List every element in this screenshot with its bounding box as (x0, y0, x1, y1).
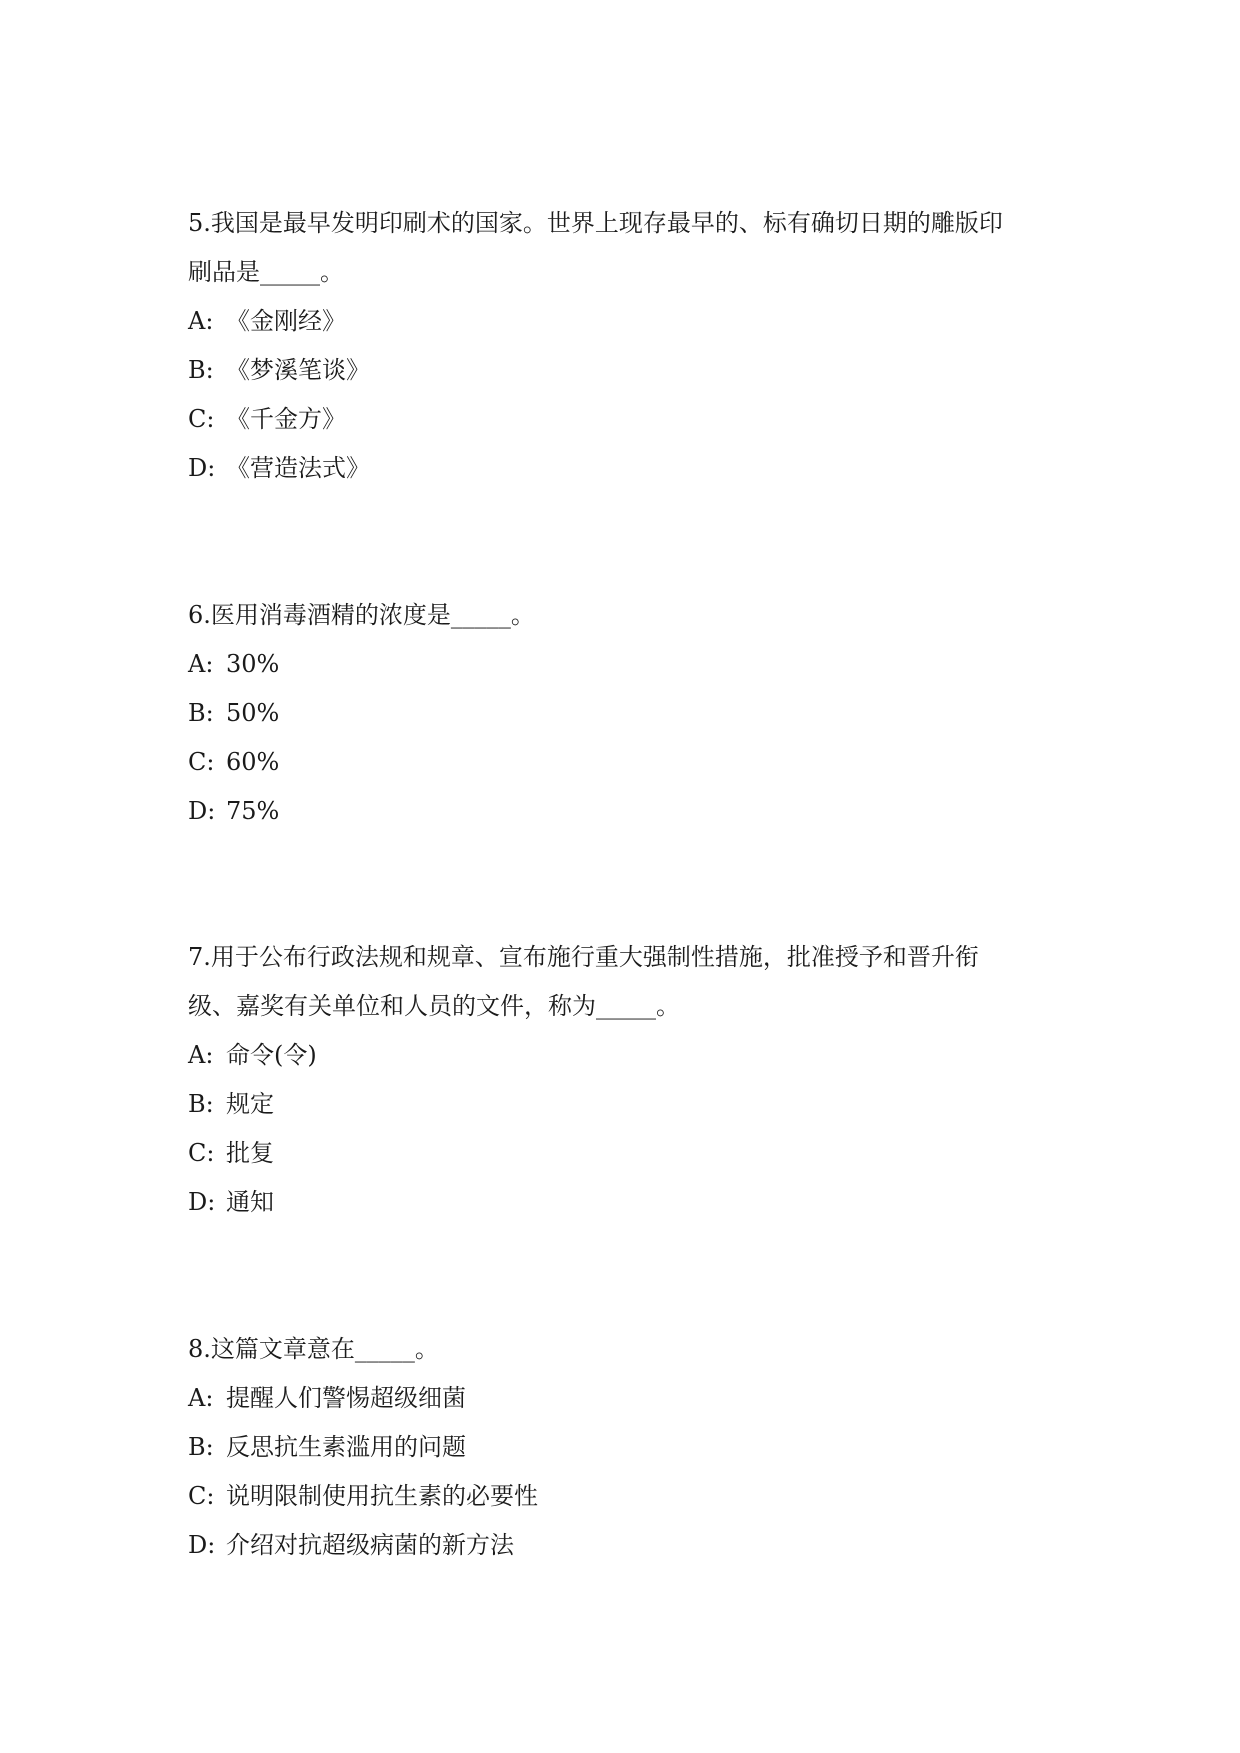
option-text: 75% (226, 797, 280, 825)
option-text: 《梦溪笔谈》 (226, 356, 370, 384)
option-d (188, 1521, 1058, 1570)
question-stem-line: 7.用于公布行政法规和规章、宣布施行重大强制性措施，批准授予和晋升衔 (188, 943, 979, 971)
option-letter: C: (188, 748, 215, 776)
option-c (188, 1472, 1058, 1521)
option-a (188, 297, 1058, 346)
question-stem-line: 刷品是_____。 (188, 258, 344, 286)
option-d (188, 1178, 1058, 1227)
option-letter: B: (188, 1090, 214, 1118)
option-text: 30% (226, 650, 280, 678)
option-a (188, 640, 1058, 689)
option-text: 说明限制使用抗生素的必要性 (226, 1482, 538, 1510)
option-letter: B: (188, 356, 214, 384)
option-text: 《千金方》 (226, 405, 346, 433)
option-d (188, 787, 1058, 836)
question-stem (188, 1325, 1058, 1374)
option-text: 50% (226, 699, 280, 727)
option-b (188, 1080, 1058, 1129)
question-stem (188, 591, 1058, 640)
option-text: 规定 (226, 1090, 274, 1118)
option-b (188, 1423, 1058, 1472)
option-b (188, 346, 1058, 395)
option-text: 《营造法式》 (226, 454, 370, 482)
option-text: 通知 (226, 1188, 274, 1216)
option-letter: A: (188, 1041, 214, 1069)
option-letter: A: (188, 1384, 214, 1412)
option-c (188, 1129, 1058, 1178)
option-letter: D: (188, 1531, 216, 1559)
option-c (188, 738, 1058, 787)
option-letter: C: (188, 1482, 215, 1510)
option-letter: D: (188, 454, 216, 482)
option-text: 介绍对抗超级病菌的新方法 (226, 1531, 514, 1559)
option-text: 命令(令) (226, 1041, 317, 1069)
option-letter: A: (188, 650, 214, 678)
question-7 (188, 933, 1058, 1227)
question-8 (188, 1325, 1058, 1570)
option-text: 《金刚经》 (226, 307, 346, 335)
question-stem (188, 933, 1058, 1031)
option-letter: C: (188, 405, 215, 433)
question-stem-line: 级、嘉奖有关单位和人员的文件，称为_____。 (188, 992, 680, 1020)
option-text: 反思抗生素滥用的问题 (226, 1433, 466, 1461)
option-c (188, 395, 1058, 444)
option-letter: C: (188, 1139, 215, 1167)
option-b (188, 689, 1058, 738)
question-stem-line: 6.医用消毒酒精的浓度是_____。 (188, 601, 535, 629)
option-a (188, 1031, 1058, 1080)
option-text: 提醒人们警惕超级细菌 (226, 1384, 466, 1412)
option-d (188, 444, 1058, 493)
option-text: 60% (226, 748, 280, 776)
question-stem (188, 199, 1058, 297)
option-letter: B: (188, 1433, 214, 1461)
option-letter: A: (188, 307, 214, 335)
option-a (188, 1374, 1058, 1423)
option-letter: B: (188, 699, 214, 727)
option-letter: D: (188, 1188, 216, 1216)
question-6 (188, 591, 1058, 836)
question-stem-line: 8.这篇文章意在_____。 (188, 1335, 439, 1363)
question-5 (188, 199, 1058, 493)
option-letter: D: (188, 797, 216, 825)
option-text: 批复 (226, 1139, 274, 1167)
question-stem-line: 5.我国是最早发明印刷术的国家。世界上现存最早的、标有确切日期的雕版印 (188, 209, 1003, 237)
